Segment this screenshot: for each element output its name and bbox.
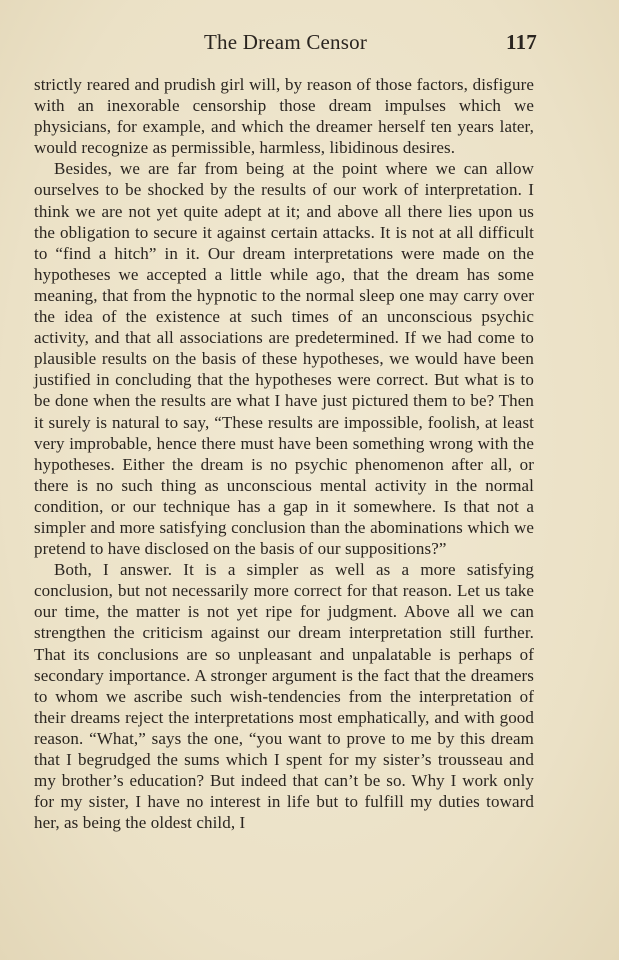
chapter-title: The Dream Censor	[204, 30, 368, 54]
paragraph: Besides, we are far from being at the point where we can allow ourselves to be shocked by the results of our work of interpretation. I think we are not yet quite adept at it; and above all there lies upon us the obligation to secure it against certain attacks. It is not at all difficult to “find a hitch” in it. Our dream interpretations were made on the hypotheses we accepted a little while ago, that the dream has some meaning, that from the hypnotic to the normal sleep one may carry over the idea of the existence at such times of an unconscious psychic activity, and that all associations are predetermined. If we had come to plausible results on the basis of these hypotheses, we would have been justified in concluding that the hypotheses were correct. But what is to be done when the results are what I have just pictured them to be? Then it surely is natural to say, “These results are impossible, foolish, at least very improbable, hence there must have been something wrong with the hypotheses. Either the dream is no psychic phenomenon after all, or there is no such thing as unconscious mental activity in the normal condition, or our technique has a gap in it somewhere. Is that not a simpler and more satisfying conclusion than the abominations which we pretend to have disclosed on the basis of our suppositions?”	[34, 159, 534, 559]
page-number: 117	[506, 30, 537, 54]
paragraph-continued: strictly reared and prudish girl will, by reason of those factors, disfigure with an inexorable censorship those dream impulses which we physicians, for example, and which the dreamer herself ten years later, would recognize as permissible, harmless, libidinous desires.	[34, 75, 534, 158]
body-text	[34, 74, 534, 833]
running-head	[33, 30, 537, 62]
paragraph: Both, I answer. It is a simpler as well as a more satisfying conclusion, but not necessarily more correct for that reason. Let us take our time, the matter is not yet ripe for judgment. Above all we can strengthen the criticism against our dream interpretation still further. That its conclusions are so unpleasant and unpalatable is perhaps of secondary importance. A stronger argument is the fact that the dreamers to whom we ascribe such wish-tendencies from the interpretation of their dreams reject the interpretations most emphatically, and with good reason. “What,” says the one, “you want to prove to me by this dream that I begrudged the sums which I spent for my sister’s trousseau and my brother’s education? But indeed that can’t be so. Why I work only for my sister, I have no interest in life but to fulfill my duties toward her, as being the oldest child, I	[34, 560, 534, 833]
